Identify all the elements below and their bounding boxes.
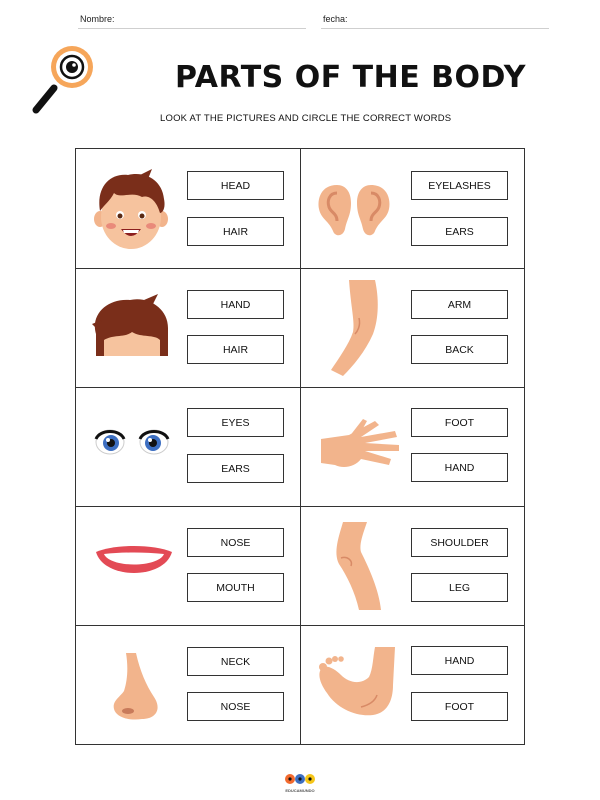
word-option[interactable]: LEG <box>411 573 508 602</box>
word-option[interactable]: BACK <box>411 335 508 364</box>
instruction-text: LOOK AT THE PICTURES AND CIRCLE THE CORRECT WORDS <box>160 113 452 124</box>
date-label: fecha: <box>323 14 348 24</box>
cell-eyes <box>76 387 300 506</box>
cell-nose <box>76 625 300 744</box>
word-option[interactable]: FOOT <box>411 692 508 721</box>
date-field <box>323 14 348 24</box>
logo-text: EDUCAMUNDO <box>285 788 315 793</box>
word-option[interactable]: HAND <box>411 453 508 482</box>
cell-hair <box>76 268 300 387</box>
word-option[interactable]: EYELASHES <box>411 171 508 200</box>
foot-icon <box>317 645 397 721</box>
cell-mouth <box>76 506 300 625</box>
logo-icon <box>282 770 318 788</box>
name-line <box>78 28 306 29</box>
cell-arm <box>301 268 525 387</box>
word-option[interactable]: NOSE <box>187 528 284 557</box>
word-option[interactable]: NECK <box>187 647 284 676</box>
cell-hand <box>301 387 525 506</box>
word-option[interactable]: ARM <box>411 290 508 319</box>
magnifying-glass-icon <box>30 40 100 120</box>
word-option[interactable]: HAND <box>187 290 284 319</box>
word-option[interactable]: MOUTH <box>187 573 284 602</box>
educamundo-logo <box>282 770 318 796</box>
word-option[interactable]: EARS <box>187 454 284 483</box>
word-option[interactable]: EARS <box>411 217 508 246</box>
cell-head <box>76 149 300 268</box>
date-line <box>321 28 549 29</box>
word-option[interactable]: EYES <box>187 408 284 437</box>
word-option[interactable]: HAIR <box>187 217 284 246</box>
name-field <box>80 14 115 24</box>
word-option[interactable]: HAND <box>411 646 508 675</box>
exercise-grid <box>75 148 525 745</box>
leg-icon <box>333 520 383 612</box>
cell-leg <box>301 506 525 625</box>
word-option[interactable]: NOSE <box>187 692 284 721</box>
word-option[interactable]: FOOT <box>411 408 508 437</box>
boy-face-icon <box>92 169 170 251</box>
name-label: Nombre: <box>80 14 115 24</box>
eyes-icon <box>94 427 170 457</box>
cell-ears <box>301 149 525 268</box>
cell-foot <box>301 625 525 744</box>
ears-icon <box>315 181 393 239</box>
nose-icon <box>106 651 162 721</box>
word-option[interactable]: HEAD <box>187 171 284 200</box>
mouth-icon <box>94 544 174 586</box>
arm-icon <box>329 278 387 378</box>
hair-icon <box>88 294 172 356</box>
word-option[interactable]: HAIR <box>187 335 284 364</box>
hand-icon <box>319 415 401 475</box>
word-option[interactable]: SHOULDER <box>411 528 508 557</box>
page-title: PARTS OF THE BODY <box>175 60 526 95</box>
